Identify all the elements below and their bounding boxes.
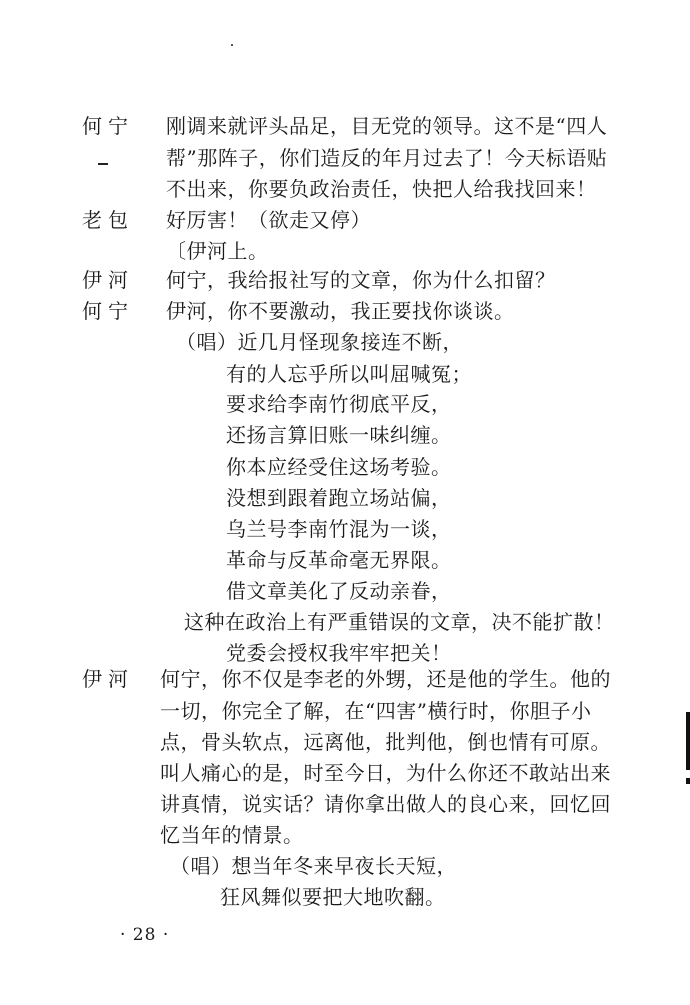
- dialogue-line: 忆当年的情景。: [160, 823, 304, 847]
- dialogue-line: 讲真情，说实话？请你拿出做人的良心来，回忆回: [160, 792, 611, 816]
- page-edge-mark: [686, 778, 690, 784]
- page-number: · 28 ·: [120, 925, 170, 945]
- song-line: 你本应经受住这场考验。: [226, 455, 452, 479]
- song-line: （唱）想当年冬来早夜长天短，: [170, 854, 457, 878]
- speaker-he-ning: 何 宁: [82, 114, 128, 138]
- song-line: 乌兰号李南竹混为一谈，: [226, 517, 452, 541]
- speaker-yi-he: 伊 河: [82, 268, 128, 292]
- dash-mark: [98, 163, 108, 165]
- dialogue-line: 好厉害！（欲走又停）: [166, 208, 371, 232]
- song-line: 有的人忘乎所以叫屈喊冤；: [226, 362, 472, 386]
- dialogue-line: 刚调来就评头品足，目无党的领导。这不是“四人: [166, 114, 608, 138]
- dialogue-line: 不出来，你要负政治责任，快把人给我找回来！: [166, 177, 597, 201]
- dialogue-line: 一切，你完全了解，在“四害”横行时，你胆子小: [160, 699, 592, 723]
- dialogue-line: 何宁，你不仅是李老的外甥，还是他的学生。他的: [160, 667, 611, 691]
- speck-mark: [231, 44, 233, 46]
- speaker-yi-he: 伊 河: [82, 667, 128, 691]
- dialogue-line: 何宁，我给报社写的文章，你为什么扣留？: [166, 268, 556, 292]
- stage-direction: 〔伊河上。: [166, 239, 269, 263]
- page-edge-mark: [686, 712, 690, 770]
- song-line: 党委会授权我牢牢把关！: [226, 641, 452, 665]
- song-line: 没想到跟着跑立场站偏，: [226, 486, 452, 510]
- song-line: 借文章美化了反动亲眷，: [226, 579, 452, 603]
- dialogue-line: 帮”那阵子，你们造反的年月过去了！今天标语贴: [166, 146, 608, 170]
- song-line: 还扬言算旧账一味纠缠。: [226, 423, 452, 447]
- dialogue-line: 叫人痛心的是，时至今日，为什么你还不敢站出来: [160, 761, 611, 785]
- song-line: 要求给李南竹彻底平反，: [226, 392, 452, 416]
- speaker-he-ning: 何 宁: [82, 299, 128, 323]
- song-line: 革命与反革命毫无界限。: [226, 548, 452, 572]
- dialogue-line: 伊河，你不要激动，我正要找你谈谈。: [166, 299, 515, 323]
- song-line: （唱）近几月怪现象接连不断，: [176, 330, 463, 354]
- speaker-lao-bao: 老 包: [82, 208, 128, 232]
- dialogue-line: 点，骨头软点，远离他，批判他，倒也情有可原。: [160, 730, 611, 754]
- song-line: 狂风舞似要把大地吹翻。: [220, 885, 446, 909]
- song-line: 这种在政治上有严重错误的文章，决不能扩散！: [184, 610, 615, 634]
